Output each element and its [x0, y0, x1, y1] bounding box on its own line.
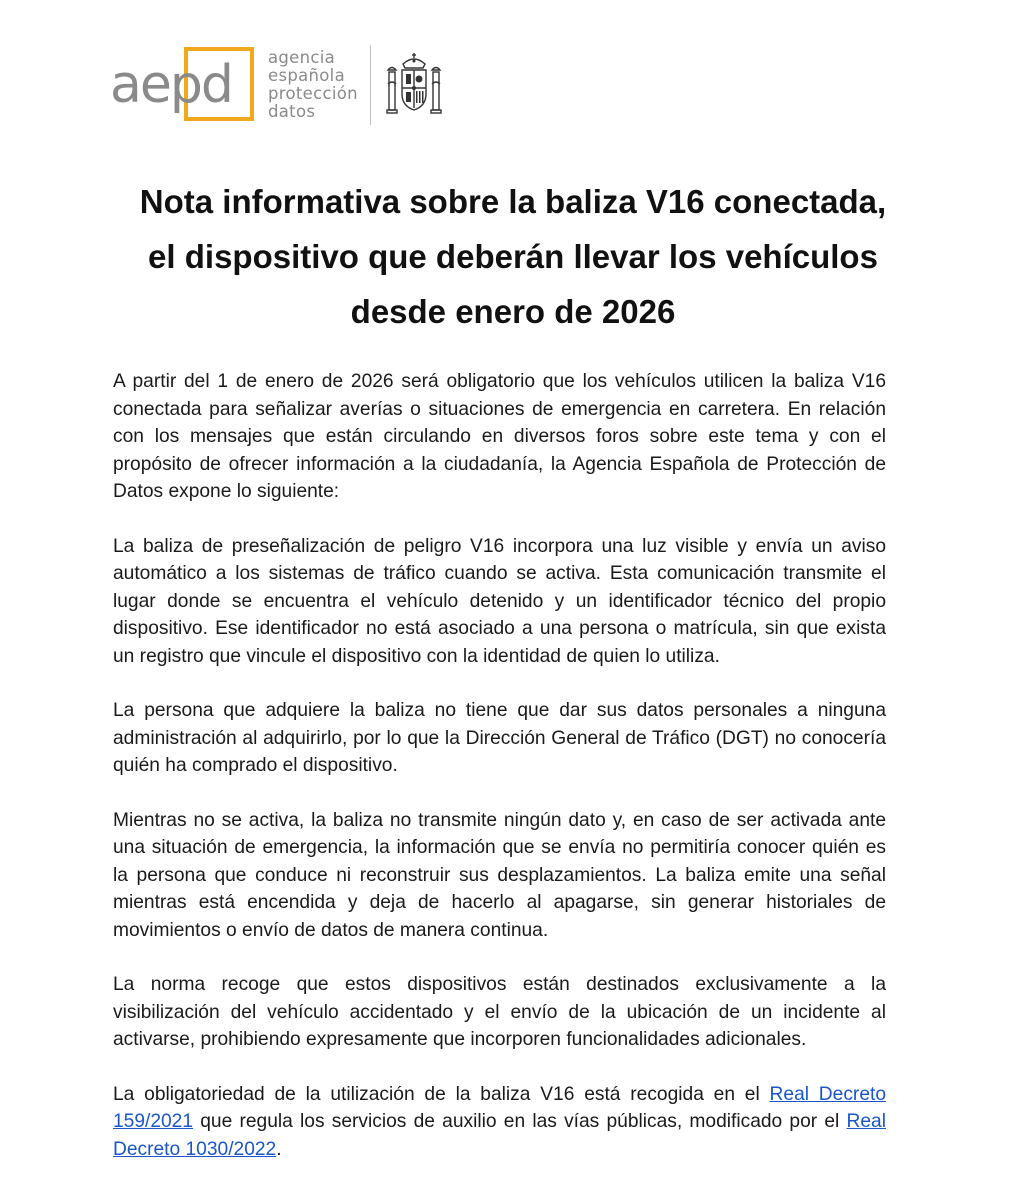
real-decreto-1030-2022-link[interactable]: Real Decreto 1030/2022	[113, 1111, 886, 1160]
paragraph-intro: A partir del 1 de enero de 2026 será obligatorio que los vehículos utilicen la baliza V16 conectada para señalizar averías o situaciones de emergencia en carretera. En relación con los mensajes que están circulando en diversos foros sobre este tema y con el propósito de ofrecer información a la ciudadanía, la Agencia Española de Protección de Datos expone lo siguiente:	[113, 371, 886, 502]
logo-text: aepd	[110, 55, 232, 115]
agency-line: datos	[268, 102, 316, 121]
page-title	[60, 174, 966, 339]
paragraph-regulation: La norma recoge que estos dispositivos están destinados exclusivamente a la visibilización del vehículo accidentado y el envío de la ubicación de un incidente al activarse, prohibiendo expresamente que incorporen funcionalidades adicionales.	[113, 974, 886, 1050]
header	[110, 40, 443, 130]
legal-text-middle: que regula los servicios de auxilio en las vías públicas, modificado por el	[193, 1111, 847, 1132]
agency-line: agencia	[268, 48, 336, 67]
agency-name	[268, 49, 358, 121]
real-decreto-159-2021-link[interactable]: Real Decreto 159/2021	[113, 1083, 886, 1132]
title-line: Nota informativa sobre la baliza V16 conectada,	[139, 183, 887, 220]
legal-text-after: .	[276, 1138, 282, 1160]
title-line: desde enero de 2026	[350, 293, 676, 330]
paragraph-device: La baliza de preseñalización de peligro V16 incorpora una luz visible y envía un aviso automático a los sistemas de tráfico cuando se activa. Esta comunicación transmite el lugar donde se encuentra el vehículo detenido y un identificador técnico del propio dispositivo. Ese identificador no está asociado a una persona o matrícula, sin que exista un registro que vincule el dispositivo con la identidad de quien lo utiliza.	[113, 535, 886, 667]
agency-line: española	[268, 66, 345, 85]
paragraph-legal-basis	[113, 1081, 886, 1164]
header-divider	[370, 45, 371, 125]
paragraph-transmission: Mientras no se activa, la baliza no transmite ningún dato y, en caso de ser activada ante una situación de emergencia, la información que se envía no permitiría conocer quién es la persona que conduce ni reconstruir sus desplazamientos. La baliza emite una señal mientras está encendida y deja de hacerlo al apagarse, sin generar historiales de movimientos o envío de datos de manera continua.	[113, 809, 886, 941]
agency-line: protección	[268, 84, 358, 103]
legal-text-before: La obligatoriedad de la utilización de la baliza V16 está recogida en el	[113, 1083, 770, 1105]
document-body	[113, 368, 886, 1190]
title-line: el dispositivo que deberán llevar los vehículos	[148, 238, 878, 275]
spain-coat-of-arms-icon	[385, 50, 443, 120]
paragraph-purchase: La persona que adquiere la baliza no tiene que dar sus datos personales a ninguna administración al adquirirlo, por lo que la Dirección General de Tráfico (DGT) no conocería quién ha comprado el dispositivo.	[113, 700, 886, 776]
aepd-logo	[110, 43, 260, 127]
